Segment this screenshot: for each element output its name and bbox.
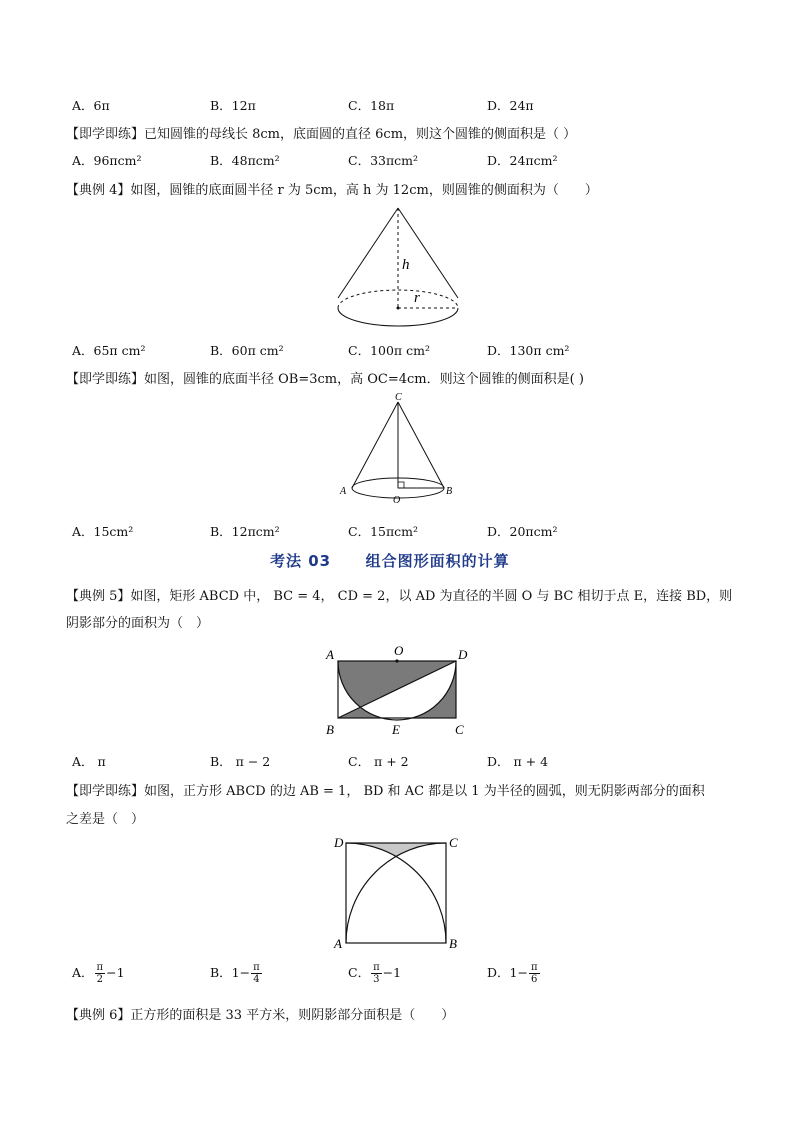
option-d: D．24π (487, 98, 534, 113)
practice3-option-c: C． $\frac{\pi}{3}$ −1 (348, 962, 402, 985)
practice2-option-a: A．15cm² (72, 524, 134, 539)
cone1-base-front (338, 308, 458, 326)
cone2-right-edge (398, 402, 444, 488)
practice1-option-d: D．24πcm² (487, 153, 558, 168)
cone2-label-o: O (393, 495, 401, 506)
practice1-option-c: C．33πcm² (348, 153, 419, 168)
example5-option-b: B． π − 2 (210, 754, 271, 769)
cone1-label-h: h (402, 257, 410, 273)
cone2-left-edge (352, 402, 398, 488)
option-a: A．6π (72, 98, 110, 113)
example6-question: 【典例 6】正方形的面积是 33 平方米，则阴影部分面积是（ ） (66, 1008, 455, 1023)
cone-figure-1 (330, 200, 470, 330)
cone1-center (397, 307, 400, 310)
cone1-left-edge (338, 208, 398, 298)
practice2-option-c: C．15πcm² (348, 524, 419, 539)
practice2-question: 【即学即练】如图，圆锥的底面半径 OB=3cm，高 OC=4cm．则这个圆锥的侧面积是( ) (66, 372, 584, 387)
example4-option-a: A．65π cm² (72, 343, 146, 358)
practice1-option-b: B．48πcm² (210, 153, 280, 168)
option-c: C．18π (348, 98, 395, 113)
rect-label-e: E (392, 722, 400, 737)
practice1-option-a: A．96πcm² (72, 153, 142, 168)
rect-label-a: A (326, 647, 334, 662)
practice3-option-b: B．1− $\frac{\pi}{4}$ (210, 962, 260, 985)
cone1-label-r: r (414, 290, 420, 306)
practice1-question: 【即学即练】已知圆锥的母线长 8cm，底面圆的直径 6cm，则这个圆锥的侧面积是（ ） (66, 127, 577, 142)
example5-question-line2: 阴影部分的面积为（ ） (66, 616, 210, 631)
square-label-d: D (334, 835, 344, 850)
practice2-option-d: D．20πcm² (487, 524, 558, 539)
rect-label-b: B (326, 722, 334, 737)
example4-option-b: B．60π cm² (210, 343, 284, 358)
center-o (395, 659, 398, 662)
practice3-question-line2: 之差是（ ） (66, 812, 145, 827)
cone-figure-2 (335, 390, 465, 510)
practice2-option-b: B．12πcm² (210, 524, 280, 539)
example5-question-line1: 【典例 5】如图，矩形 ABCD 中， BC = 4， CD = 2，以 AD 为直径的半圆 O 与 BC 相切于点 E，连接 BD，则 (66, 589, 733, 604)
cone2-label-c: C (395, 392, 402, 403)
example4-option-c: C．100π cm² (348, 343, 430, 358)
example5-option-a: A． π (72, 754, 106, 769)
example4-question: 【典例 4】如图，圆锥的底面圆半径 r 为 5cm，高 h 为 12cm，则圆锥的侧面积为（ ） (66, 183, 598, 198)
cone2-label-b: B (446, 486, 453, 497)
rect-label-d: D (458, 647, 468, 662)
practice3-option-a: A． $\frac{\pi}{2}$ −1 (72, 962, 125, 985)
practice3-question-line1: 【即学即练】如图，正方形 ABCD 的边 AB = 1， BD 和 AC 都是以 1 为半径的圆弧，则无阴影两部分的面积 (66, 784, 705, 799)
option-b: B．12π (210, 98, 256, 113)
cone1-right-edge (398, 208, 458, 298)
rect-label-c: C (455, 722, 464, 737)
square-label-b: B (449, 936, 457, 951)
rectangle-semicircle-figure (318, 640, 478, 740)
square-label-c: C (449, 835, 458, 850)
rect-label-o: O (394, 643, 404, 658)
practice3-option-d: D．1− $\frac{\pi}{6}$ (487, 962, 538, 985)
example4-option-d: D．130π cm² (487, 343, 570, 358)
section-heading (270, 550, 510, 571)
cone2-label-a: A (340, 486, 347, 497)
section-code: 考法 03 (270, 552, 332, 570)
example5-option-c: C． π + 2 (348, 754, 409, 769)
square-label-a: A (334, 936, 342, 951)
example5-option-d: D． π + 4 (487, 754, 549, 769)
cone2-right-angle (398, 482, 404, 488)
section-title: 组合图形面积的计算 (365, 552, 510, 570)
square-arcs-figure (332, 832, 464, 952)
